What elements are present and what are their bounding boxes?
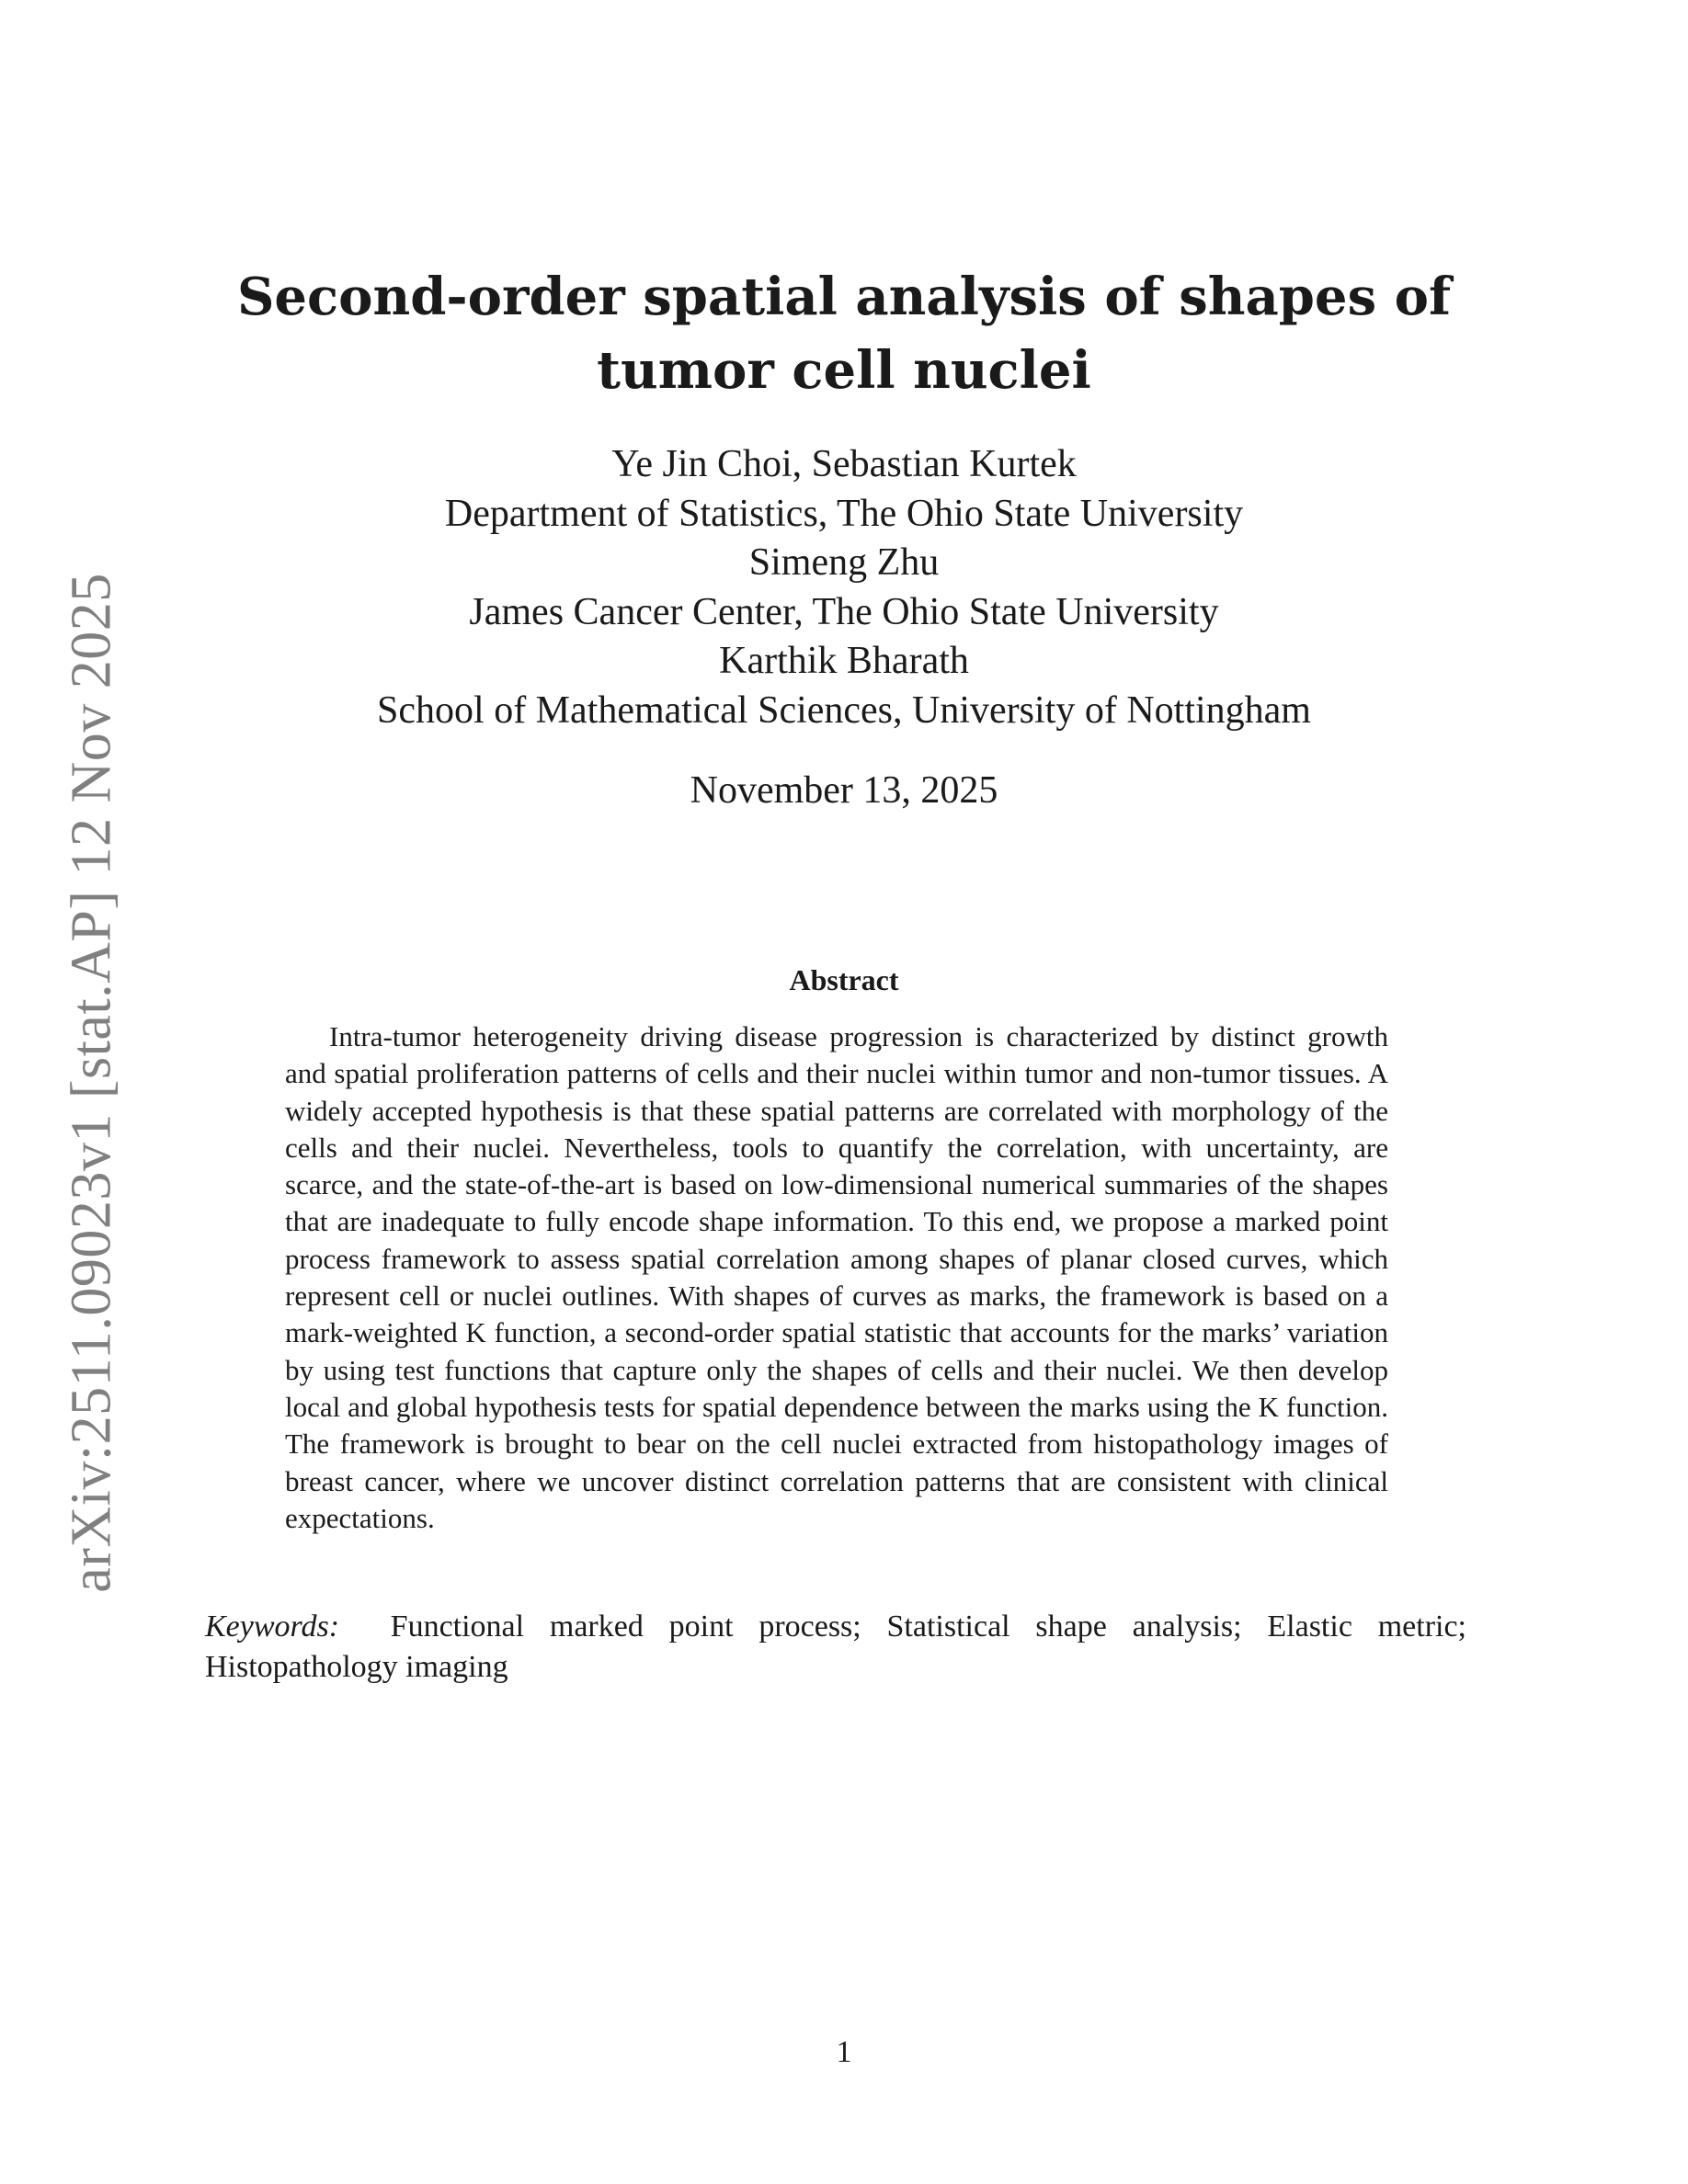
paper-title [0, 260, 1688, 407]
keywords-text: Functional marked point process; Statistical shape analysis; Elastic metric; Histopathology imaging [205, 1610, 1467, 1684]
page-number: 1 [836, 2035, 852, 2069]
abstract-heading: Abstract [789, 963, 899, 996]
keywords-label: Keywords: [205, 1610, 340, 1644]
author-names-2: Simeng Zhu [748, 541, 940, 584]
affiliation-1: Department of Statistics, The Ohio State University [444, 492, 1244, 535]
author-block [0, 440, 1688, 735]
paper-title-line-2: tumor cell nuclei [597, 340, 1091, 401]
affiliation-2: James Cancer Center, The Ohio State University [469, 590, 1219, 633]
paper-title-line-1: Second-order spatial analysis of shapes of [236, 267, 1452, 327]
publication-date: November 13, 2025 [690, 769, 998, 812]
abstract-body: Intra-tumor heterogeneity driving disease progression is characterized by distinct growth and spatial proliferation patterns of cells and their nuclei within tumor and non-tumor tissues. A widely accepted hypothesis is that these spatial patterns are correlated with morphology of the cells and their nuclei. Nevertheless, tools to quantify the correlation, with uncertainty, are scarce, and the state-of-the-art is based on low-dimensional numerical summaries of the shapes that are inadequate to fully encode shape information. To this end, we propose a marked point process framework to assess spatial correlation among shapes of planar closed curves, which represent cell or nuclei outlines. With shapes of curves as marks, the framework is based on a mark-weighted K function, a second-order spatial statistic that accounts for the marks’ variation by using test functions that capture only the shapes of cells and their nuclei. We then develop local and global hypothesis tests for spatial dependence between the marks using the K function. The framework is brought to bear on the cell nuclei extracted from histopathology images of breast cancer, where we uncover distinct correlation patterns that are consistent with clinical expectations. [285, 1020, 1388, 1534]
affiliation-3: School of Mathematical Sciences, University of Nottingham [377, 688, 1311, 732]
keywords [205, 1607, 1466, 1688]
author-names-3: Karthik Bharath [719, 640, 969, 682]
arxiv-identifier-stamp: arXiv:2511.09023v1 [stat.AP] 12 Nov 2025 [60, 573, 123, 1593]
author-names-1: Ye Jin Choi, Sebastian Kurtek [611, 443, 1077, 485]
